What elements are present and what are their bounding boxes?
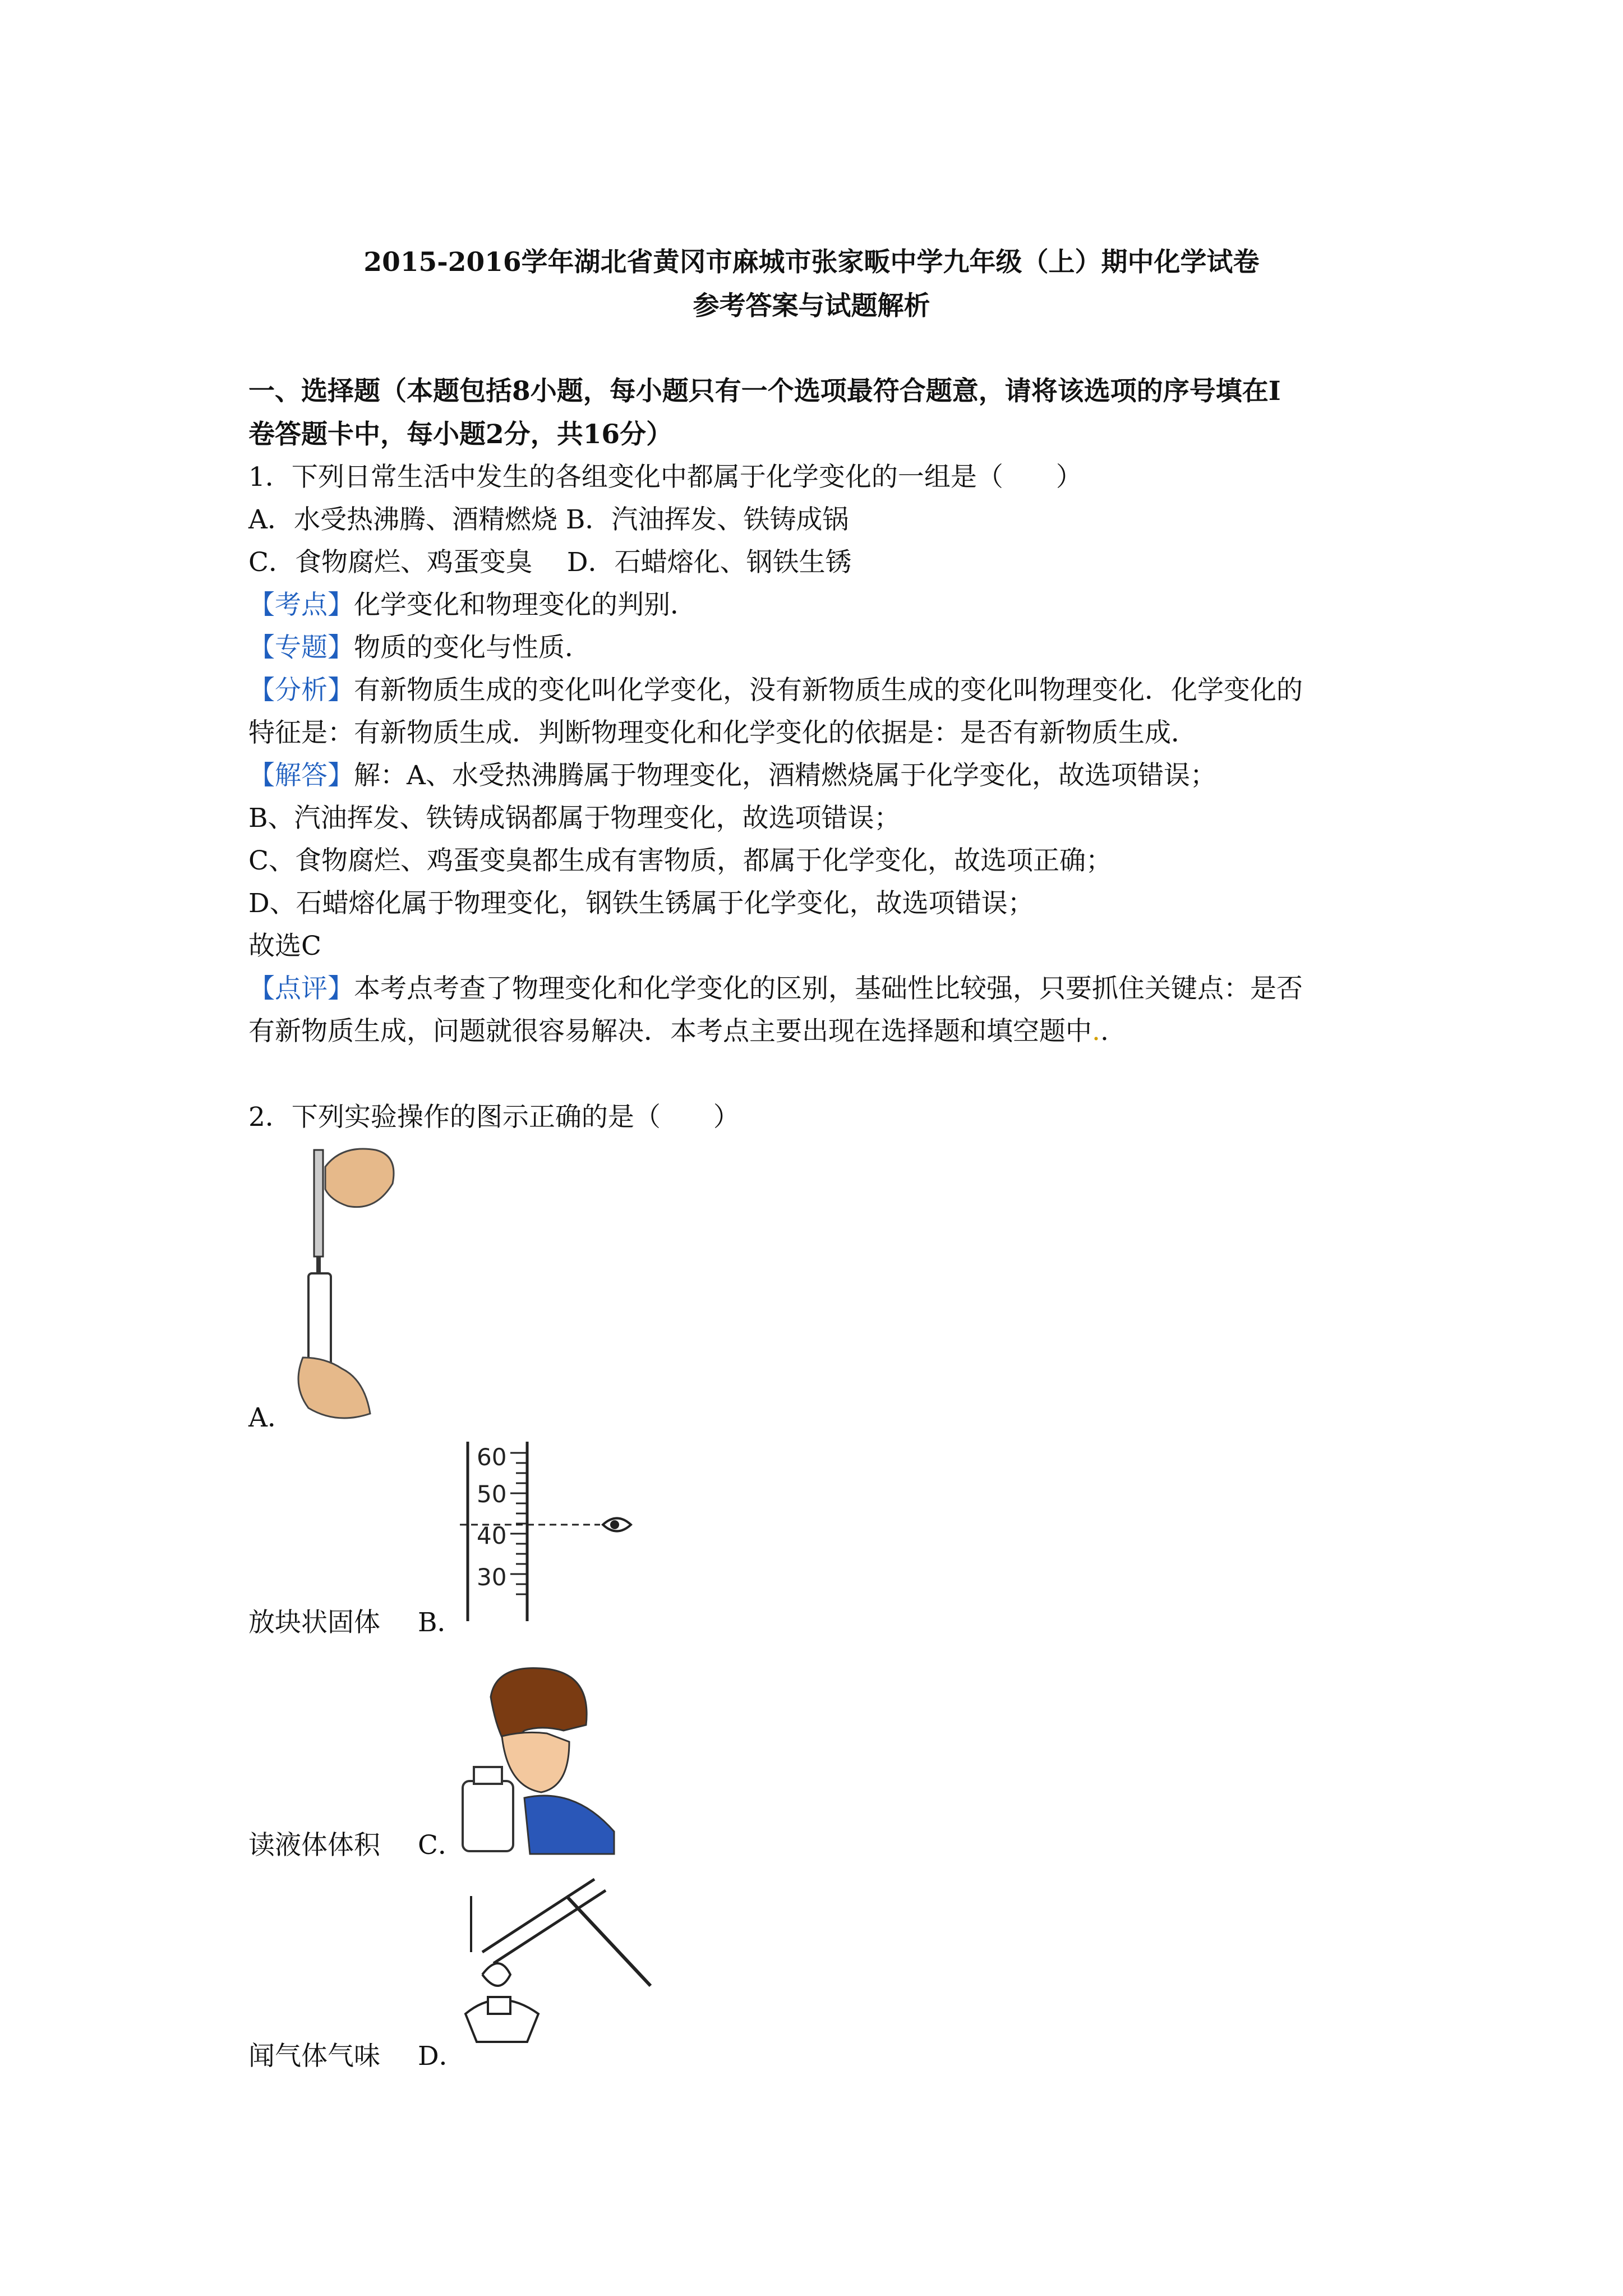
dropper-testtube-image [292, 1144, 404, 1425]
q1-fenxi-line2: 特征是：有新物质生成．判断物理变化和化学变化的依据是：是否有新物质生成． [248, 717, 1197, 748]
q2-label-d: D． [418, 2041, 465, 2072]
kaodian-tag: 【考点】 [248, 590, 354, 620]
q2-stem: 2．下列实验操作的图示正确的是（ ） [248, 1102, 740, 1133]
dianping-tag: 【点评】 [248, 973, 354, 1004]
q1-dianping-line2 [248, 1010, 1109, 1048]
q1-dianping-line1 [248, 968, 1303, 1005]
smelling-gas-image [463, 1663, 620, 1854]
kaodian-text: 化学变化和物理变化的判别． [354, 590, 697, 620]
q1-jieda-line2: B、汽油挥发、铁铸成锅都属于物理变化，故选项错误； [248, 803, 901, 834]
jieda-text-1: 解：A、水受热沸腾属于物理变化，酒精燃烧属于化学变化，故选项错误； [354, 760, 1216, 791]
cylinder-tick-50: 50 [477, 1480, 507, 1508]
q2-caption-b: 读液体体积 [248, 1830, 380, 1861]
fenxi-text-1: 有新物质生成的变化叫化学变化，没有新物质生成的变化叫物理变化．化学变化的 [354, 675, 1303, 706]
q1-jieda-line4: D、石蜡熔化属于物理变化，钢铁生锈属于化学变化，故选项错误； [248, 888, 1034, 919]
dianping-text-1: 本考点考查了物理变化和化学变化的区别，基础性比较强，只要抓住关键点：是否 [354, 973, 1303, 1004]
q1-stem: 1．下列日常生活中发生的各组变化中都属于化学变化的一组是（ ） [248, 462, 1082, 493]
q1-options-ab: A．水受热沸腾、酒精燃烧 B．汽油挥发、铁铸成锅 [248, 504, 849, 535]
q1-zhuanti [248, 627, 591, 664]
q2-label-c: C． [418, 1830, 464, 1861]
cylinder-tick-60: 60 [477, 1443, 507, 1471]
q2-caption-c: 闻气体气味 [248, 2041, 380, 2072]
q1-jieda-line3: C、食物腐烂、鸡蛋变臭都生成有害物质，都属于化学变化，故选项正确； [248, 845, 1112, 876]
dianping-text-2: 有新物质生成，问题就很容易解决．本考点主要出现在选择题和填空题中 [248, 1016, 1092, 1047]
q1-answer: 故选C [248, 931, 321, 961]
section-heading-line2: 卷答题卡中，每小题2分，共16分） [248, 419, 673, 450]
q2-label-b: B． [418, 1607, 464, 1638]
fenxi-tag: 【分析】 [248, 675, 354, 706]
page-title: 2015-2016学年湖北省黄冈市麻城市张家畈中学九年级（上）期中化学试卷 [363, 247, 1260, 278]
zhuanti-tag: 【专题】 [248, 632, 354, 663]
jieda-tag: 【解答】 [248, 760, 354, 791]
page-subtitle: 参考答案与试题解析 [693, 291, 930, 321]
q1-kaodian [248, 584, 697, 622]
q1-fenxi-line1 [248, 669, 1303, 707]
zhuanti-text: 物质的变化与性质． [354, 632, 591, 663]
section-heading-line1: 一、选择题（本题包括8小题，每小题只有一个选项最符合题意，请将该选项的序号填在I [248, 376, 1281, 407]
dianping-dot: . [1100, 1016, 1109, 1047]
dianping-dot-yellow: . [1092, 1016, 1100, 1047]
q1-jieda-line1 [248, 754, 1216, 792]
q1-options-cd: C．食物腐烂、鸡蛋变臭 D．石蜡熔化、钢铁生锈 [248, 547, 852, 578]
heating-testtube-image [460, 1874, 662, 2053]
graduated-cylinder-image [460, 1442, 645, 1627]
cylinder-tick-40: 40 [477, 1522, 507, 1549]
cylinder-tick-30: 30 [477, 1563, 507, 1591]
q2-caption-a: 放块状固体 [248, 1607, 380, 1638]
q2-label-a: A． [248, 1402, 294, 1433]
